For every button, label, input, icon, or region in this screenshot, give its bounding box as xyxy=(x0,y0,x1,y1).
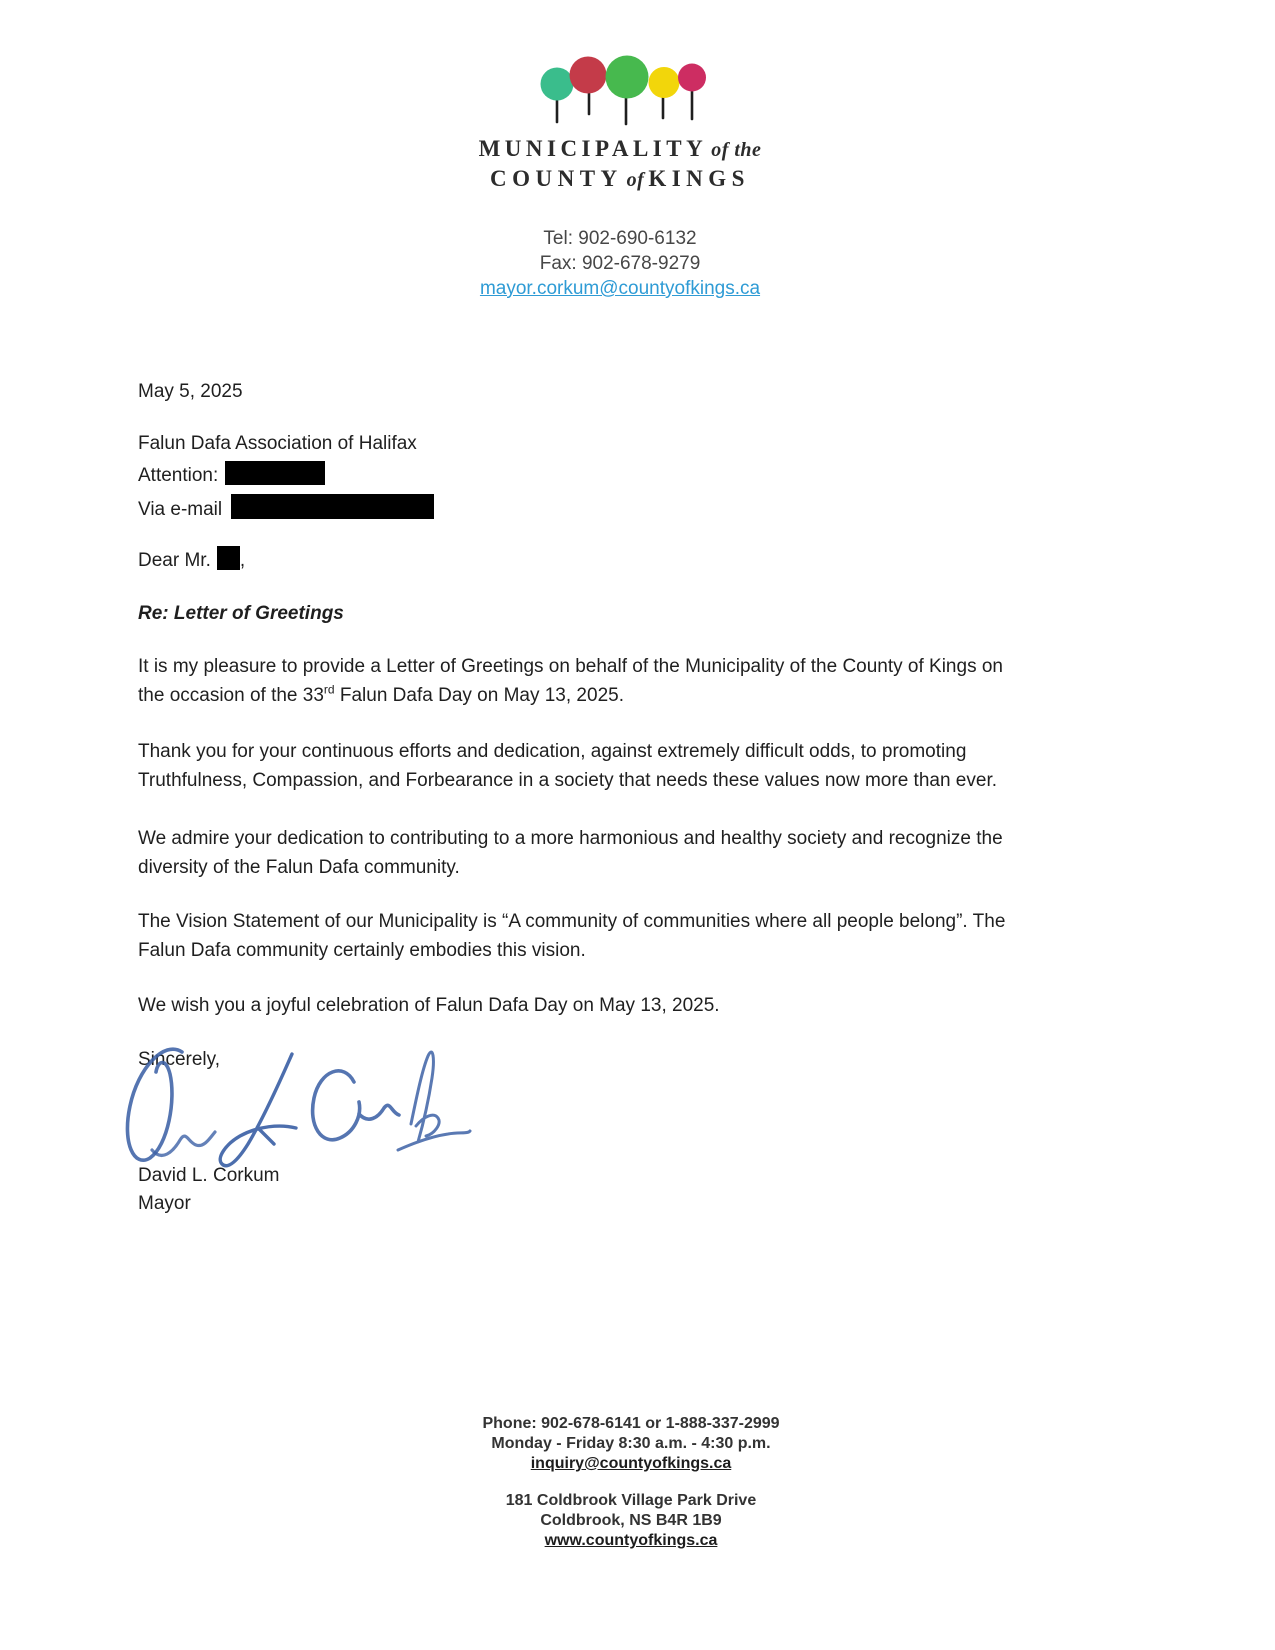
logo-tree-green-small xyxy=(541,68,574,101)
footer-contact-block xyxy=(6,1414,1256,1474)
mayor-email-link[interactable]: mayor.corkum@countyofkings.ca xyxy=(479,278,761,299)
letterhead-email-row xyxy=(0,276,1240,302)
recipient-attention-line xyxy=(138,457,434,489)
subject-line: Re: Letter of Greetings xyxy=(138,603,344,624)
footer-hours: Monday - Friday 8:30 a.m. - 4:30 p.m. xyxy=(491,1435,771,1452)
org-name-of: of xyxy=(626,169,645,191)
paragraph-4-line-1: The Vision Statement of our Municipality is “A community of communities where all people belong”. The xyxy=(138,911,1006,932)
paragraph-1 xyxy=(138,652,1003,710)
p1-line2-pre: the occasion of the 33 xyxy=(138,685,324,706)
org-name-kings: KINGS xyxy=(648,166,750,191)
org-name-municipality: MUNICIPALITY xyxy=(478,136,708,161)
org-name-line1 xyxy=(0,136,1240,162)
paragraph-4 xyxy=(138,907,1005,965)
logo-tree-pink xyxy=(678,64,706,92)
salutation-line xyxy=(138,542,245,575)
p1-line2-post: Falun Dafa Day on May 13, 2025. xyxy=(334,685,624,706)
redaction-box-attention xyxy=(225,461,325,485)
footer-address-block xyxy=(6,1491,1256,1551)
recipient-organization: Falun Dafa Association of Halifax xyxy=(138,433,417,454)
paragraph-5: We wish you a joyful celebration of Falun Dafa Day on May 13, 2025. xyxy=(138,995,720,1016)
paragraph-2-line-2: Truthfulness, Compassion, and Forbearance in a society that needs these values now more than ever. xyxy=(138,770,997,791)
footer-address-line2: Coldbrook, NS B4R 1B9 xyxy=(540,1512,722,1529)
letterhead-fax: Fax: 902-678-9279 xyxy=(539,253,701,274)
logo-tree-red xyxy=(570,57,607,94)
paragraph-2-line-1: Thank you for your continuous efforts and dedication, against extremely difficult odds, to promoting xyxy=(138,741,967,762)
letter-date: May 5, 2025 xyxy=(138,381,243,402)
redaction-box-name xyxy=(217,546,240,570)
org-name-of-the: of the xyxy=(711,139,762,161)
paragraph-1-line-1: It is my pleasure to provide a Letter of Greetings on behalf of the Municipality of the County of Kings on xyxy=(138,656,1003,677)
salutation-comma: , xyxy=(239,550,246,571)
footer-phone: Phone: 902-678-6141 or 1-888-337-2999 xyxy=(482,1415,780,1432)
paragraph-4-line-2: Falun Dafa community certainly embodies this vision. xyxy=(138,940,586,961)
letterhead-tel: Tel: 902-690-6132 xyxy=(543,228,697,249)
salutation-prefix: Dear Mr. xyxy=(138,550,211,571)
org-name-line2 xyxy=(0,166,1240,192)
closing-line: Sincerely, xyxy=(138,1049,221,1070)
ordinal-superscript: rd xyxy=(323,682,335,697)
footer-address-line1: 181 Coldbrook Village Park Drive xyxy=(505,1492,757,1509)
logo-tree-yellow xyxy=(649,67,680,98)
paragraph-3-line-2: diversity of the Falun Dafa community. xyxy=(138,857,460,878)
paragraph-2 xyxy=(138,737,997,795)
paragraph-1-line-2 xyxy=(138,681,1003,710)
recipient-block xyxy=(138,430,434,523)
logo-tree-green-large xyxy=(606,56,649,99)
redaction-box-email xyxy=(231,494,434,519)
paragraph-3-line-1: We admire your dedication to contributing to a more harmonious and healthy society and recognize the xyxy=(138,828,1003,849)
via-email-label: Via e-mail xyxy=(138,498,223,520)
footer-website-row xyxy=(6,1531,1256,1551)
org-name-county: COUNTY xyxy=(490,166,623,191)
signature xyxy=(116,1028,476,1176)
attention-label: Attention: xyxy=(138,465,219,487)
website-link[interactable]: www.countyofkings.ca xyxy=(544,1532,718,1549)
signer-title: Mayor xyxy=(138,1193,191,1214)
signer-name: David L. Corkum xyxy=(138,1165,280,1186)
inquiry-email-link[interactable]: inquiry@countyofkings.ca xyxy=(530,1455,732,1472)
org-logo xyxy=(538,42,708,126)
footer-email-row xyxy=(6,1454,1256,1474)
paragraph-3 xyxy=(138,824,1003,882)
recipient-via-email-line xyxy=(138,490,434,523)
